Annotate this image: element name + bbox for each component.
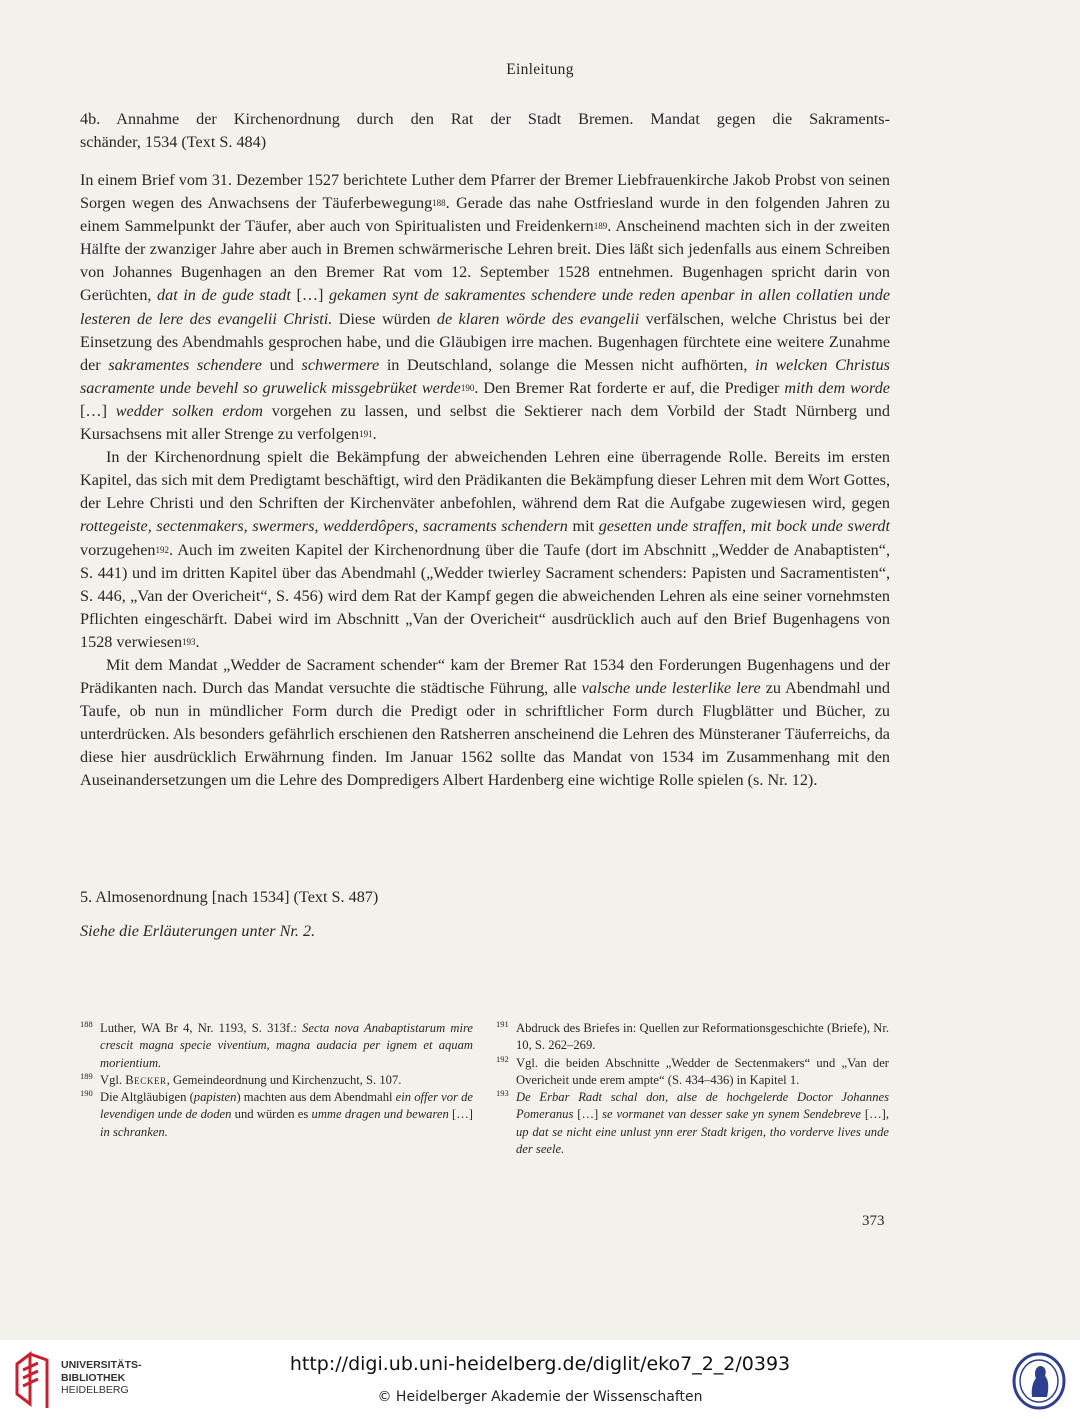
section-4b-title-line-1: 4b. Annahme der Kirchenordnung durch den Rat der Stadt Bremen. Mandat gegen die Sakraments-: [80, 110, 890, 128]
footnote-193: 193 De Erbar Radt schal don, alse de hochgelerde Doctor Johannes Pomeranus […] se vormanet van desser sake yn synem Sendebreve […], up dat se nicht eine unlust ynn erer Stadt krigen, tho vorderve lives unde der seele.: [496, 1088, 890, 1157]
footnote-188: 188 Luther, WA Br 4, Nr. 1193, S. 313f.: Secta nova Anabaptistarum mire crescit magna specie viventium, magna audacia per ignem et aquam morientium.: [80, 1019, 473, 1070]
footnote-192: 192 Vgl. die beiden Abschnitte „Wedder de Sectenmakers“ und „Van der Overicheit unde erem ampte“ (S. 434–436) in Kapitel 1.: [496, 1053, 889, 1087]
section-5-title: 5. Almosenordnung [nach 1534] (Text S. 487): [80, 888, 379, 906]
permalink-url[interactable]: http://digi.ub.uni-heidelberg.de/diglit/eko7_2_2/0393: [289, 1353, 791, 1375]
footnote-191: 191 Abdruck des Briefes in: Quellen zur Reformationsgeschichte (Briefe), Nr. 10, S. 262–269.: [496, 1019, 889, 1053]
section-4b-title-line-2: schänder, 1534 (Text S. 484): [80, 133, 267, 152]
footnote-ref-193[interactable]: 193: [182, 636, 196, 647]
running-head: Einleitung: [506, 61, 574, 78]
section-5: [80, 886, 890, 943]
footnote-ref-189[interactable]: 189: [593, 221, 608, 232]
footnotes-left-column: [80, 1020, 473, 1141]
footnote-ref-188[interactable]: 188: [432, 198, 446, 209]
footnote-189: 189 Vgl. Becker, Gemeindeordnung und Kirchenzucht, S. 107.: [80, 1070, 402, 1087]
viewer-footer: [0, 1340, 1080, 1419]
footnote-ref-191[interactable]: 191: [359, 429, 373, 440]
section-4b-heading: [80, 108, 890, 154]
footnote-ref-190[interactable]: 190: [460, 382, 475, 393]
footnote-ref-192[interactable]: 192: [155, 544, 170, 555]
paragraph-3: Mit dem Mandat „Wedder de Sacrament schender“ kam der Bremer Rat 1534 den Forderungen Bugenhagens und der Prädikanten nach. Durch das Mandat versuchte die städtische Führung, alle valsche unde lesterlike lere zu Abendmahl und Taufe, ob nun in mündlicher Form durch die Predigt oder in schriftlicher Form durch Flugblätter und Bücher, zu unterdrücken. Als besonders gefährlich erschienen den Ratsherren anscheinend die Lehren des Münsteraner Täuferreichs, da diese hier ausdrücklich Erwährnung finden. Im Januar 1562 sollte das Mandat von 1534 im Zusammenhang mit den Auseinandersetzungen um die Lehre des Dompredigers Albert Hardenberg eine wichtige Rolle spielen (s. Nr. 12).: [80, 655, 890, 790]
paragraph-1: In einem Brief vom 31. Dezember 1527 berichtete Luther dem Pfarrer der Bremer Liebfrauenkirche Jakob Probst von seinen Sorgen wegen des Anwachsens der Täuferbewegung$^{188}$. Gerade das nahe Ostfriesland wurde in den folgenden Jahren zu einem Sammelpunkt der Täufer, aber auch von Spiritualisten und Freidenkern$^{189}$. Anscheinend machten sich in der zweiten Hälfte der zwanziger Jahre aber auch in Bremen schwärmerische Lehren breit. Dies läßt sich jedenfalls aus einem Schreiben von Johannes Bugenhagen an den Bremer Rat vom 12. September 1528 entnehmen. Bugenhagen spricht darin von Gerüchten, dat in de gude stadt […] gekamen synt de sakramentes schendere unde reden apenbar in allen collatien unde lesteren de lere des evangelii Christi. Diese würden de klaren wörde des evangelii verfälschen, welche Christus bei der Einsetzung des Abendmahls gesprochen habe, und die Gläubigen irre machen. Bugenhagen fürchtete eine weitere Zunahme der sakramentes schendere und schwermere in Deutschland, solange die Messen nicht aufhörten, in welcken Christus sacramente unde bevehl so gruwelick missgebrüket werde$^{190}$. Den Bremer Rat forderte er auf, die Prediger mith dem worde […] wedder solken erdom vorgehen zu lassen, und selbst die Sektierer nach dem Vorbild der Stadt Nürnberg und Kursachsens mit aller Strenge zu verfolgen$^{191}$.: [80, 171, 890, 444]
library-name[interactable]: UNIVERSITÄTS- BIBLIOTHEK HEIDELBERG: [61, 1359, 142, 1396]
section-5-note: Siehe die Erläuterungen unter Nr. 2.: [80, 922, 316, 941]
body-text: [80, 169, 890, 793]
page-number: 373: [862, 1213, 885, 1229]
paragraph-2: In der Kirchenordnung spielt die Bekämpfung der abweichenden Lehren eine überragende Rolle. Bereits im ersten Kapitel, das sich mit dem Predigtamt beschäftigt, wird den Prädikanten die Bekämpfung dieser Lehren mit dem Wort Gottes, der Lehre Christi und den Schriften der Kirchenväter anbefohlen, während dem Rat die Aufgabe zugewiesen wird, gegen rottegeiste, sectenmakers, swermers, wedderdôpers, sacraments schendern mit gesetten unde straffen, mit bock unde swerdt vorzugehen$^{192}$. Auch im zweiten Kapitel der Kirchenordnung über die Taufe (dort im Abschnitt „Wedder de Anabaptisten“, S. 441) und im dritten Kapitel über das Abendmahl („Wedder twierley Sacrament schenders: Papisten und Sacramentisten“, S. 446, „Van der Overicheit“, S. 456) wird dem Rat der Kampf gegen die abweichenden Lehren als eine seiner vornehmsten Pflichten eingeschärft. Dabei wird im Abschnitt „Van der Overicheit“ ausdrücklich auch auf den Brief Bugenhagens von 1528 verwiesen$^{193}$.: [80, 448, 890, 651]
footnote-190: 190 Die Altgläubigen (papisten) machten aus dem Abendmahl ein offer vor de levendigen unde de doden und würden es umme dragen und bewaren […] in schranken.: [80, 1088, 473, 1139]
footnotes-right-column: [496, 1020, 889, 1158]
copyright-notice: © Heidelberger Akademie der Wissenschaften: [377, 1389, 703, 1405]
academy-seal-icon[interactable]: [1012, 1352, 1066, 1410]
